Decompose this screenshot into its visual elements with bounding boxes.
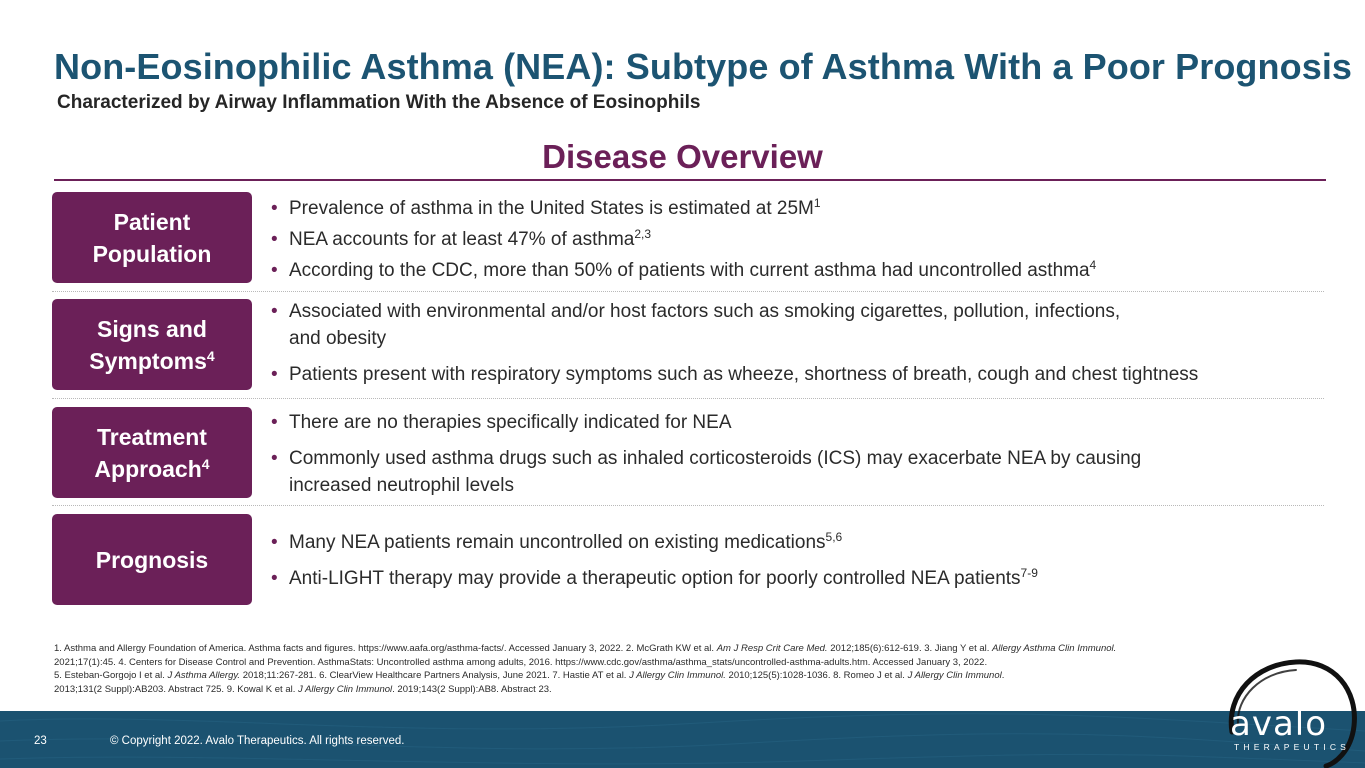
bullet-text: There are no therapies specifically indicated for NEA bbox=[289, 412, 732, 433]
footnote-line: 2021;17(1):45. 4. Centers for Disease Control and Prevention. AsthmaStats: Uncontrolled asthma among adults, 2016. https://www.cdc.gov/asthma/asthma_stats/uncontrolled-asthma-adults.htm. Accessed January 3, 2022. bbox=[54, 656, 988, 668]
bullet-text: Prevalence of asthma in the United States is estimated at 25M bbox=[289, 198, 814, 219]
bullet-item bbox=[271, 529, 1331, 556]
bullet-dot: • bbox=[271, 412, 278, 433]
bullet-dot: • bbox=[271, 260, 278, 281]
bullet-text: Anti-LIGHT therapy may provide a therapeutic option for poorly controlled NEA patients bbox=[289, 568, 1021, 589]
bullet-text: Patients present with respiratory symptoms such as wheeze, shortness of breath, cough and chest tightness bbox=[289, 364, 1199, 385]
bullet-text: increased neutrophil levels bbox=[289, 475, 514, 496]
row-label-patient-population bbox=[52, 192, 252, 283]
bullet-list-prognosis bbox=[271, 529, 1331, 592]
bullet-dot: • bbox=[271, 198, 278, 219]
bullet-dot: • bbox=[271, 301, 278, 322]
bullet-dot: • bbox=[271, 448, 278, 469]
bullet-dot: • bbox=[271, 229, 278, 250]
page-number: 23 bbox=[34, 735, 47, 747]
bullet-list-treatment-approach bbox=[271, 409, 1331, 499]
row-label-treatment-approach bbox=[52, 407, 252, 498]
heading-divider bbox=[54, 179, 1326, 181]
bullet-list-signs-and-symptoms bbox=[271, 298, 1331, 388]
row-label-line: Signs and bbox=[97, 315, 207, 342]
footnote-ref: 1 bbox=[813, 196, 821, 210]
bullet-item bbox=[271, 226, 1331, 253]
footnote-ref: 7-9 bbox=[1020, 566, 1038, 580]
logo-subtitle: THERAPEUTICS bbox=[1234, 742, 1351, 752]
bullet-text: Many NEA patients remain uncontrolled on existing medications bbox=[289, 532, 826, 553]
bullet-dot: • bbox=[271, 568, 278, 589]
bullet-text: Commonly used asthma drugs such as inhaled corticosteroids (ICS) may exacerbate NEA by causing bbox=[289, 448, 1142, 469]
row-divider bbox=[52, 291, 1324, 292]
footnote-line: 2013;131(2 Suppl):AB203. Abstract 725. 9. Kowal K et al. J Allergy Clin Immunol. 2019;143(2 Suppl):AB8. Abstract 23. bbox=[54, 683, 552, 695]
bullet-item bbox=[271, 565, 1331, 592]
row-divider bbox=[52, 398, 1324, 399]
bullet-item bbox=[271, 195, 1331, 222]
page-subtitle: Characterized by Airway Inflammation With the Absence of Eosinophils bbox=[57, 92, 701, 113]
row-divider bbox=[52, 505, 1324, 506]
footnote-ref: 5,6 bbox=[825, 530, 843, 544]
row-label-line: Approach$^4$ bbox=[94, 455, 210, 482]
bullet-item bbox=[271, 361, 1331, 388]
footnote-line: 5. Esteban-Gorgojo I et al. J Asthma Allergy. 2018;11:267-281. 6. ClearView Healthcare Partners Analysis, June 2021. 7. Hastie AT et al. J Allergy Clin Immunol. 2010;125(5):1028-1036. 8. Romeo J et al. J Allergy Clin Immunol. bbox=[54, 670, 1005, 681]
footnote-ref: 2,3 bbox=[634, 227, 652, 241]
row-label-line: Treatment bbox=[97, 423, 207, 450]
bullet-text: and obesity bbox=[289, 328, 387, 349]
bullet-text: Associated with environmental and/or host factors such as smoking cigarettes, pollution, infections, bbox=[289, 301, 1121, 322]
footnote-ref: 4 bbox=[1089, 258, 1097, 272]
page-title: Non-Eosinophilic Asthma (NEA): Subtype of Asthma With a Poor Prognosis bbox=[54, 46, 1353, 87]
row-label-line: Population bbox=[92, 240, 212, 267]
row-label-line: Symptoms$^4$ bbox=[89, 347, 215, 374]
row-label-prognosis bbox=[52, 514, 252, 605]
footnote-line: 1. Asthma and Allergy Foundation of America. Asthma facts and figures. https://www.aafa.org/asthma-facts/. Accessed January 3, 2022. 2. McGrath KW et al. Am J Resp Crit Care Med. 2012;185(6):612-619. 3. Jiang Y et al. Allergy Asthma Clin Immunol. bbox=[54, 643, 1117, 654]
footnotes bbox=[54, 642, 1284, 696]
bullet-item bbox=[271, 409, 1331, 436]
row-label-signs-and-symptoms bbox=[52, 299, 252, 390]
footer-bar bbox=[0, 711, 1365, 768]
bullet-item bbox=[271, 257, 1331, 284]
bullet-item bbox=[271, 298, 1331, 352]
logo-wordmark: avalo bbox=[1230, 704, 1328, 744]
bullet-dot: • bbox=[271, 532, 278, 553]
bullet-list-patient-population bbox=[271, 195, 1331, 284]
row-label-line: Prognosis bbox=[95, 546, 209, 573]
bullet-text: According to the CDC, more than 50% of patients with current asthma had uncontrolled asthma bbox=[289, 260, 1090, 281]
section-heading: Disease Overview bbox=[542, 138, 823, 175]
bullet-text: NEA accounts for at least 47% of asthma bbox=[289, 229, 635, 250]
bullet-item bbox=[271, 445, 1331, 499]
bullet-dot: • bbox=[271, 364, 278, 385]
copyright-text: © Copyright 2022. Avalo Therapeutics. All rights reserved. bbox=[110, 735, 405, 747]
row-label-line: Patient bbox=[113, 208, 191, 235]
